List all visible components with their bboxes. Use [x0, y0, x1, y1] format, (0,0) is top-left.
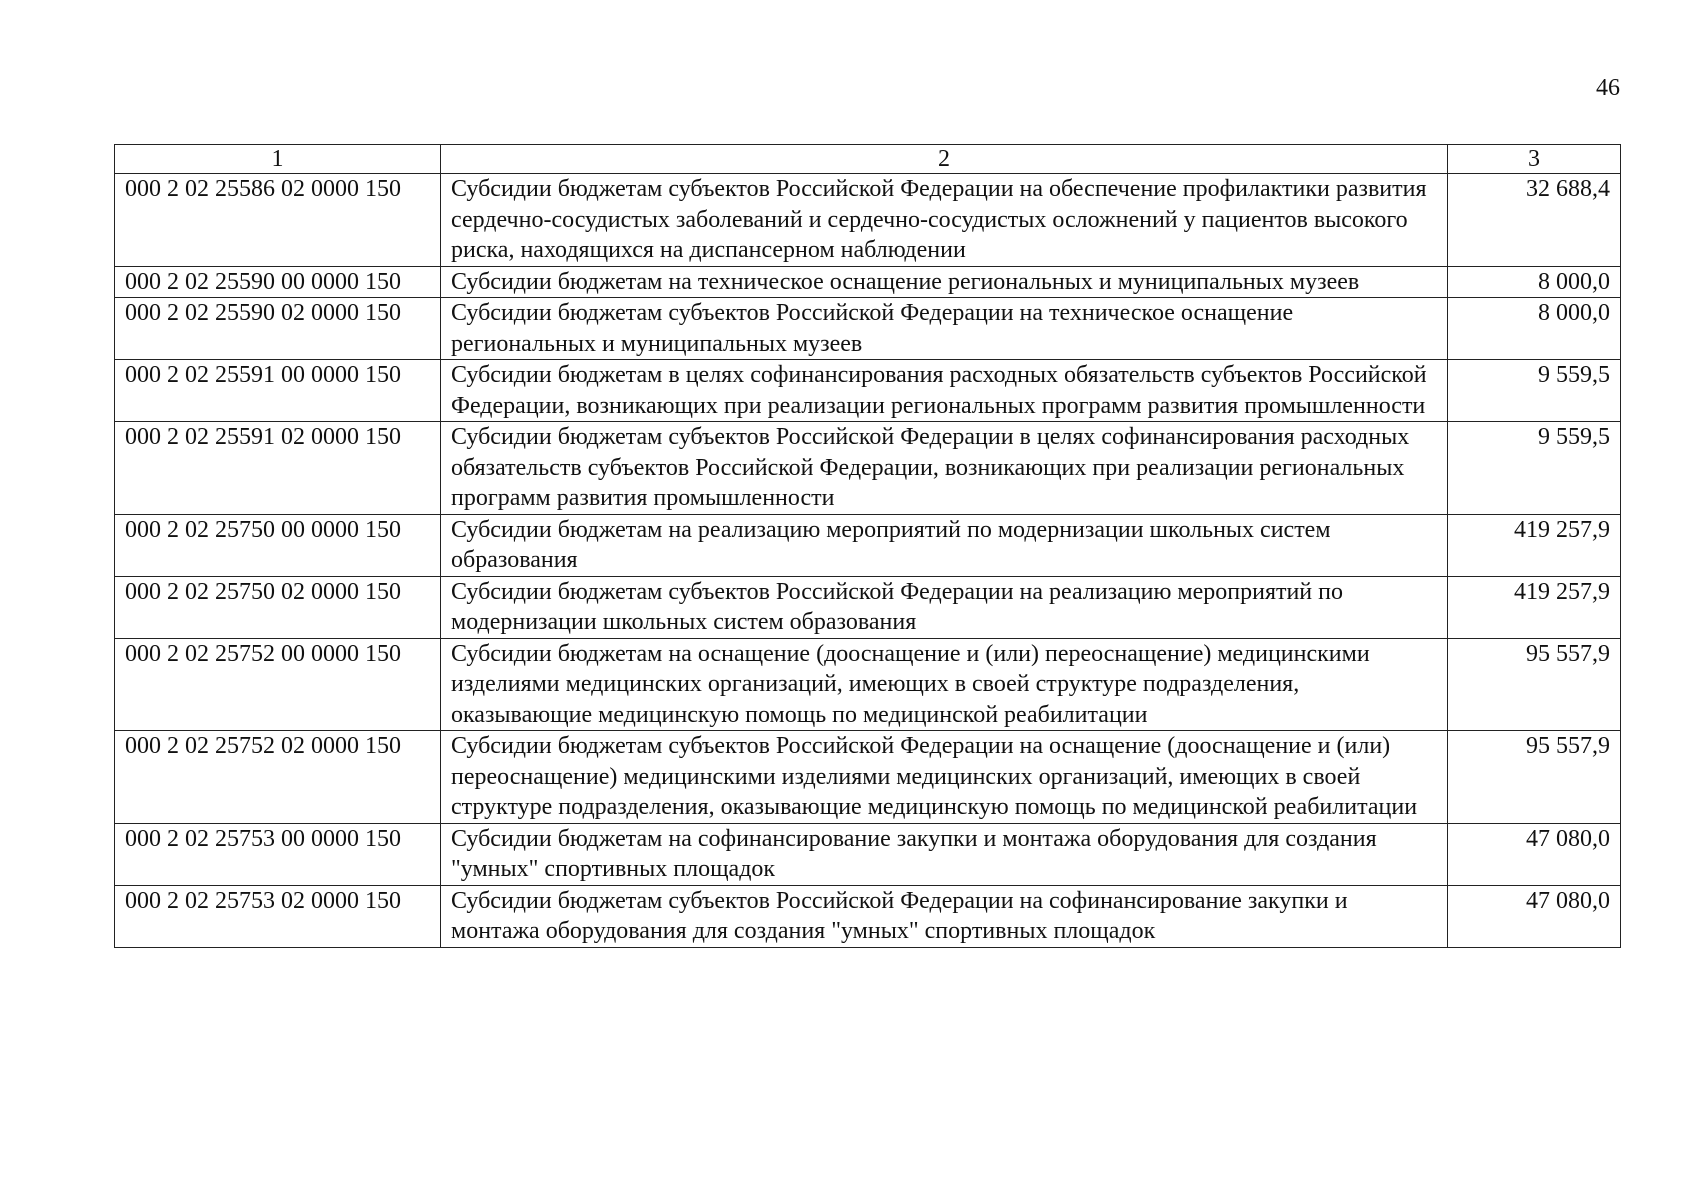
amount-cell: 95 557,9	[1448, 731, 1621, 824]
description-cell: Субсидии бюджетам на реализацию мероприятий по модернизации школьных систем образования	[441, 514, 1448, 576]
table-row	[115, 360, 1621, 422]
budget-code-cell: 000 2 02 25752 02 0000 150	[115, 731, 441, 824]
budget-code-cell: 000 2 02 25752 00 0000 150	[115, 638, 441, 731]
table-row	[115, 576, 1621, 638]
amount-cell: 419 257,9	[1448, 514, 1621, 576]
description-cell: Субсидии бюджетам субъектов Российской Федерации на техническое оснащение региональных и муниципальных музеев	[441, 298, 1448, 360]
table-header-row	[115, 145, 1621, 174]
amount-cell: 9 559,5	[1448, 422, 1621, 515]
column-header-amount: 3	[1448, 145, 1621, 174]
description-cell: Субсидии бюджетам на оснащение (дооснащение и (или) переоснащение) медицинскими изделиями медицинских организаций, имеющих в своей структуре подразделения, оказывающие медицинскую помощь по медицинской реабилитации	[441, 638, 1448, 731]
table-row	[115, 266, 1621, 298]
amount-cell: 9 559,5	[1448, 360, 1621, 422]
amount-cell: 8 000,0	[1448, 298, 1621, 360]
budget-code-cell: 000 2 02 25590 02 0000 150	[115, 298, 441, 360]
table-row	[115, 731, 1621, 824]
description-cell: Субсидии бюджетам на софинансирование закупки и монтажа оборудования для создания "умных" спортивных площадок	[441, 823, 1448, 885]
page-number: 46	[1596, 75, 1620, 101]
description-cell: Субсидии бюджетам субъектов Российской Федерации в целях софинансирования расходных обязательств субъектов Российской Федерации, возникающих при реализации региональных программ развития промышленности	[441, 422, 1448, 515]
table-row	[115, 514, 1621, 576]
description-cell: Субсидии бюджетам субъектов Российской Федерации на софинансирование закупки и монтажа оборудования для создания "умных" спортивных площадок	[441, 885, 1448, 947]
budget-code-cell: 000 2 02 25750 02 0000 150	[115, 576, 441, 638]
table-row	[115, 298, 1621, 360]
budget-code-cell: 000 2 02 25591 00 0000 150	[115, 360, 441, 422]
table-row	[115, 885, 1621, 947]
column-header-description: 2	[441, 145, 1448, 174]
amount-cell: 47 080,0	[1448, 823, 1621, 885]
table-row	[115, 638, 1621, 731]
amount-cell: 47 080,0	[1448, 885, 1621, 947]
table-row	[115, 422, 1621, 515]
budget-code-cell: 000 2 02 25753 02 0000 150	[115, 885, 441, 947]
column-header-code: 1	[115, 145, 441, 174]
amount-cell: 32 688,4	[1448, 174, 1621, 267]
description-cell: Субсидии бюджетам на техническое оснащение региональных и муниципальных музеев	[441, 266, 1448, 298]
description-cell: Субсидии бюджетам субъектов Российской Федерации на оснащение (дооснащение и (или) переоснащение) медицинскими изделиями медицинских организаций, имеющих в своей структуре подразделения, оказывающие медицинскую помощь по медицинской реабилитации	[441, 731, 1448, 824]
budget-code-cell: 000 2 02 25590 00 0000 150	[115, 266, 441, 298]
description-cell: Субсидии бюджетам субъектов Российской Федерации на обеспечение профилактики развития сердечно-сосудистых заболеваний и сердечно-сосудистых осложнений у пациентов высокого риска, находящихся на диспансерном наблюдении	[441, 174, 1448, 267]
table-row	[115, 174, 1621, 267]
budget-code-cell: 000 2 02 25586 02 0000 150	[115, 174, 441, 267]
description-cell: Субсидии бюджетам субъектов Российской Федерации на реализацию мероприятий по модернизации школьных систем образования	[441, 576, 1448, 638]
amount-cell: 8 000,0	[1448, 266, 1621, 298]
budget-table	[114, 144, 1621, 948]
table-row	[115, 823, 1621, 885]
amount-cell: 95 557,9	[1448, 638, 1621, 731]
amount-cell: 419 257,9	[1448, 576, 1621, 638]
description-cell: Субсидии бюджетам в целях софинансирования расходных обязательств субъектов Российской Федерации, возникающих при реализации региональных программ развития промышленности	[441, 360, 1448, 422]
budget-code-cell: 000 2 02 25753 00 0000 150	[115, 823, 441, 885]
budget-code-cell: 000 2 02 25591 02 0000 150	[115, 422, 441, 515]
budget-code-cell: 000 2 02 25750 00 0000 150	[115, 514, 441, 576]
